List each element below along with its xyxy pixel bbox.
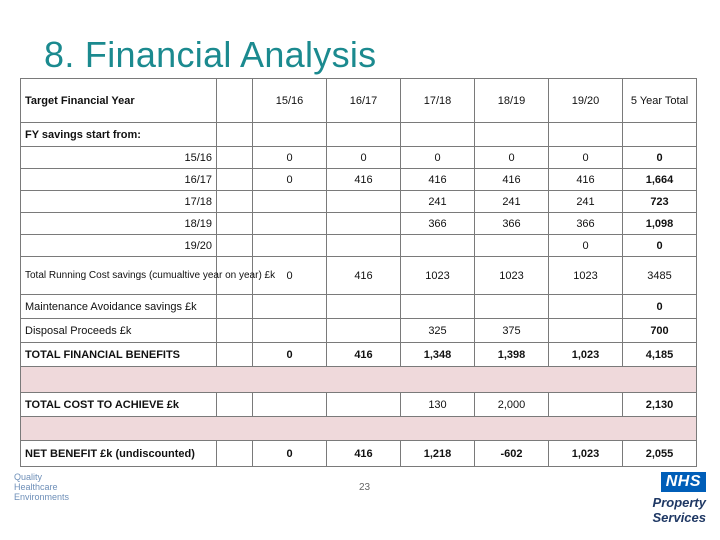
cell: 416 [327,169,401,191]
net-label: NET BENEFIT £k (undiscounted) [21,441,217,467]
spacer-row [21,367,697,393]
cell: 0 [253,343,327,367]
fy-year: 19/20 [21,235,217,257]
total-cell: 1,098 [623,213,697,235]
header-col: 15/16 [253,79,327,123]
nhs-property-logo [600,472,706,525]
fy-year: 18/19 [21,213,217,235]
total-cell: 2,130 [623,393,697,417]
fy-row [21,191,697,213]
fy-label-row [21,123,697,147]
total-cell: 2,055 [623,441,697,467]
cell: 1,348 [401,343,475,367]
maintenance-row [21,295,697,319]
total-cell: 0 [623,235,697,257]
property-services-label: Property Services [652,495,706,525]
cell: 0 [253,257,327,295]
cell: 416 [475,169,549,191]
cell: 241 [549,191,623,213]
cell: 0 [549,147,623,169]
header-label: Target Financial Year [21,79,217,123]
cell [253,213,327,235]
qhe-line: Healthcare [14,482,58,492]
maintenance-label: Maintenance Avoidance savings £k [21,295,217,319]
page-number: 23 [359,482,371,493]
disposal-row [21,319,697,343]
qhe-logo [14,472,69,502]
total-cell: 3485 [623,257,697,295]
cell [327,393,401,417]
fy-row [21,147,697,169]
running-row [21,257,697,295]
cell: -602 [475,441,549,467]
cell [253,191,327,213]
cell: 0 [401,147,475,169]
cell: 366 [401,213,475,235]
qhe-line: Quality [14,472,43,482]
benefits-label: TOTAL FINANCIAL BENEFITS [21,343,217,367]
cell: 241 [475,191,549,213]
cell: 325 [401,319,475,343]
total-cell: 0 [623,295,697,319]
total-cell: 1,664 [623,169,697,191]
cell: 416 [327,257,401,295]
cell: 416 [327,343,401,367]
cell: 1023 [549,257,623,295]
total-cell: 723 [623,191,697,213]
nhs-logo: NHS [661,472,706,492]
cost-label: TOTAL COST TO ACHIEVE £k [21,393,217,417]
cell [327,191,401,213]
header-col: 5 Year Total [623,79,697,123]
cell [401,235,475,257]
cell: 0 [475,147,549,169]
cost-row [21,393,697,417]
cell: 1,218 [401,441,475,467]
total-cell: 0 [623,147,697,169]
qhe-line: Environments [14,492,70,502]
fy-year: 17/18 [21,191,217,213]
total-cell: 700 [623,319,697,343]
fy-row [21,235,697,257]
cell: 366 [549,213,623,235]
cell: 130 [401,393,475,417]
benefits-row [21,343,697,367]
fy-row [21,169,697,191]
header-col: 18/19 [475,79,549,123]
fy-row [21,213,697,235]
cell [327,235,401,257]
cell: 416 [549,169,623,191]
total-cell: 4,185 [623,343,697,367]
cell [549,319,623,343]
cell: 416 [327,441,401,467]
cell: 1023 [475,257,549,295]
net-row [21,441,697,467]
cell: 375 [475,319,549,343]
cell: 0 [327,147,401,169]
page-title: 8. Financial Analysis [44,34,377,75]
cell [327,213,401,235]
cell [253,393,327,417]
header-col: 17/18 [401,79,475,123]
cell [475,235,549,257]
header-col: 16/17 [327,79,401,123]
fy-label: FY savings start from: [21,123,217,147]
cell: 1023 [401,257,475,295]
disposal-label: Disposal Proceeds £k [21,319,217,343]
cell [253,235,327,257]
cell: 2,000 [475,393,549,417]
cell: 1,023 [549,343,623,367]
running-label: Total Running Cost savings (cumualtive year on year) £k [21,257,217,295]
header-row [21,79,697,123]
cell: 416 [401,169,475,191]
fy-year: 16/17 [21,169,217,191]
cell: 0 [549,235,623,257]
cell: 0 [253,147,327,169]
cell [549,393,623,417]
spacer-row [21,417,697,441]
header-col: 19/20 [549,79,623,123]
fy-year: 15/16 [21,147,217,169]
cell: 1,023 [549,441,623,467]
cell: 241 [401,191,475,213]
cell: 0 [253,169,327,191]
cell [253,319,327,343]
cell: 1,398 [475,343,549,367]
cell: 366 [475,213,549,235]
cell [327,319,401,343]
financial-table [20,78,697,467]
cell: 0 [253,441,327,467]
